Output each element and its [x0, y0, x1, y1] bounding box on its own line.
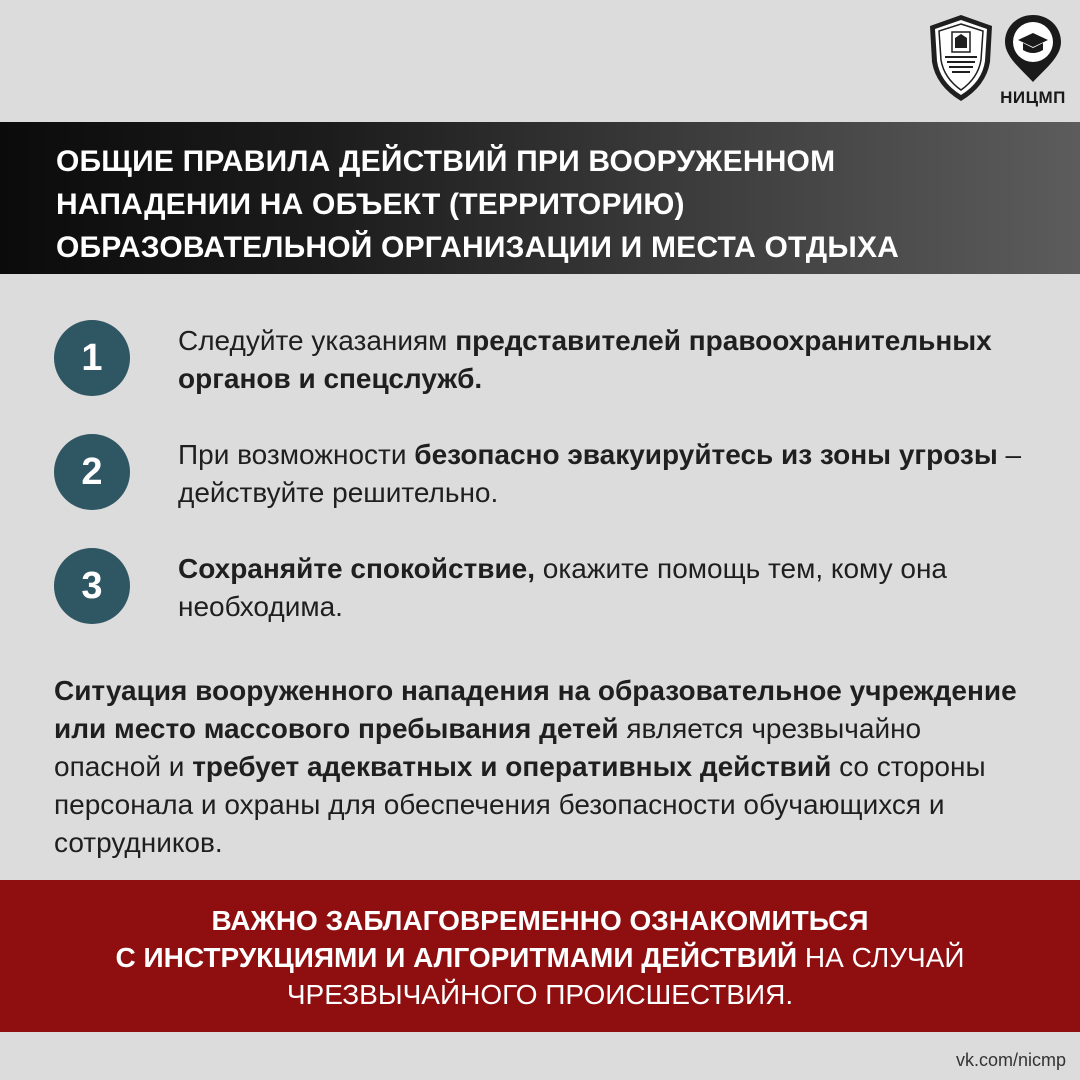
step-text-bold: представителей правоохранительных органов и спецслужб.: [178, 325, 992, 394]
step-3: [54, 548, 1034, 638]
step-text-part: Следуйте указаниям: [178, 325, 456, 356]
nicmp-label: НИЦМП: [1000, 88, 1066, 107]
step-number-badge: 2: [54, 434, 130, 510]
step-number-badge: 3: [54, 548, 130, 624]
graduation-cap-pin-icon: [1000, 12, 1066, 84]
step-text: [178, 322, 1028, 398]
description-paragraph: [54, 672, 1034, 862]
banner-line-2: [0, 939, 1080, 976]
logos: [926, 12, 1066, 108]
step-text-part: При возможности: [178, 439, 415, 470]
shield-crest-icon: [926, 12, 996, 104]
step-text: [178, 436, 1028, 512]
step-text: [178, 550, 1028, 626]
banner-line-1: ВАЖНО ЗАБЛАГОВРЕМЕННО ОЗНАКОМИТЬСЯ: [211, 905, 869, 936]
banner-line-2-rest: НА СЛУЧАЙ: [797, 942, 965, 973]
para-bold: Ситуация вооруженного нападения на образовательное учреждение или место массового пребывания детей: [54, 675, 1017, 744]
step-text-part: – действуйте решительно.: [178, 439, 1022, 508]
step-text-bold: Сохраняйте спокойствие,: [178, 553, 536, 584]
title-band: [0, 122, 1080, 274]
step-text-part: окажите помощь тем, кому она необходима.: [178, 553, 947, 622]
warning-banner: [0, 880, 1080, 1032]
page-title: ОБЩИЕ ПРАВИЛА ДЕЙСТВИЙ ПРИ ВООРУЖЕННОМ НАПАДЕНИИ НА ОБЪЕКТ (ТЕРРИТОРИЮ) ОБРАЗОВАТЕЛЬНОЙ ОРГАНИЗАЦИИ И МЕСТА ОТДЫХА: [56, 145, 900, 264]
nicmp-logo: [1000, 12, 1066, 108]
para-bold: требует адекватных и оперативных действий: [192, 751, 832, 782]
para-text: является чрезвычайно опасной и: [54, 713, 922, 782]
banner-line-2-bold: С ИНСТРУКЦИЯМИ И АЛГОРИТМАМИ ДЕЙСТВИЙ: [115, 942, 798, 973]
step-2: [54, 434, 1034, 524]
banner-line-3: ЧРЕЗВЫЧАЙНОГО ПРОИСШЕСТВИЯ.: [286, 979, 794, 1010]
para-text: со стороны персонала и охраны для обеспечения безопасности обучающихся и сотрудников.: [54, 751, 986, 858]
step-number-badge: 1: [54, 320, 130, 396]
step-1: [54, 320, 1034, 410]
vk-link[interactable]: vk.com/nicmp: [955, 1050, 1066, 1070]
step-text-bold: безопасно эвакуируйтесь из зоны угрозы: [414, 439, 998, 470]
